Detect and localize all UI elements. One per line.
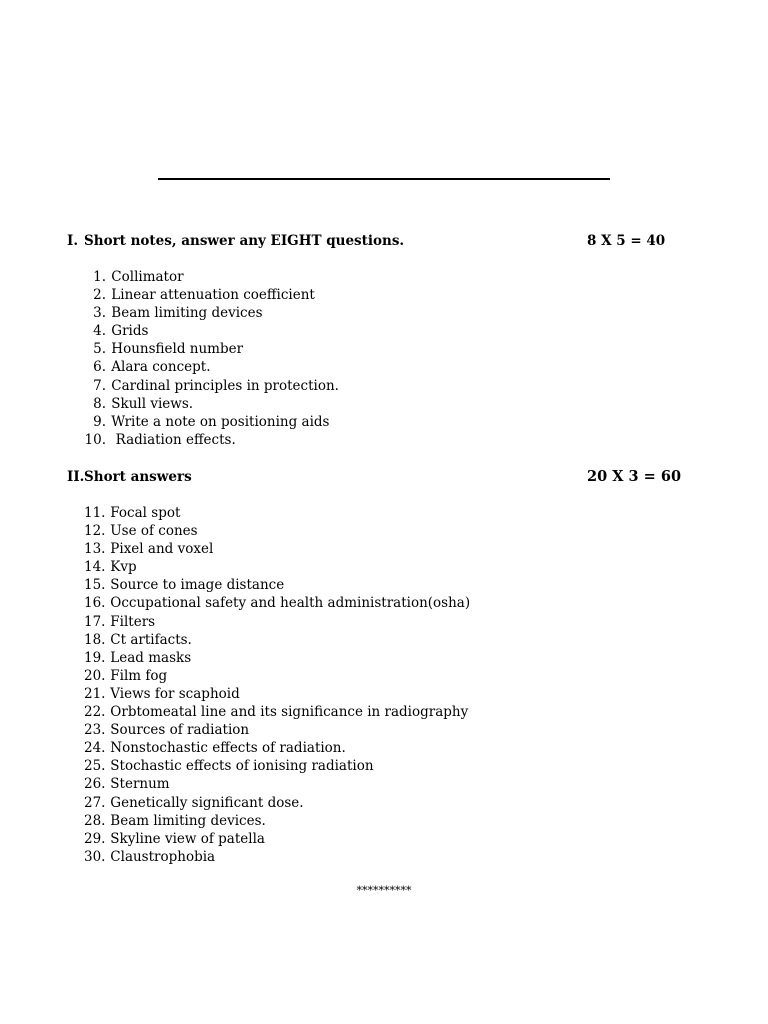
question-number: 21. (84, 685, 106, 702)
header-rule (158, 178, 610, 180)
question-item (84, 576, 470, 594)
question-item (84, 395, 339, 413)
question-item (84, 322, 339, 340)
question-number: 23. (84, 722, 106, 739)
question-item (84, 830, 470, 848)
question-item (84, 703, 470, 721)
question-item (84, 812, 470, 830)
question-text: Film fog (110, 667, 168, 684)
question-text: Hounsfield number (111, 341, 244, 358)
question-number: 25. (84, 758, 106, 775)
question-item (84, 340, 339, 358)
question-text: Focal spot (110, 505, 181, 521)
question-number: 4. (93, 323, 106, 340)
question-text: Nonstochastic effects of radiation. (110, 740, 346, 757)
question-number: 15. (84, 577, 106, 594)
question-item (84, 667, 470, 685)
question-number: 26. (84, 776, 106, 793)
question-text: Stochastic effects of ionising radiation (110, 758, 374, 775)
question-item (84, 358, 339, 376)
question-number: 11. (84, 505, 106, 521)
question-item (84, 613, 470, 631)
question-text: Skull views. (111, 395, 194, 412)
section-2-numeral: II. (67, 469, 85, 485)
question-number: 18. (84, 631, 106, 648)
question-number: 3. (93, 305, 106, 322)
question-number: 2. (93, 287, 106, 304)
question-number: 24. (84, 740, 106, 757)
question-text: Alara concept. (111, 359, 211, 376)
question-text: Beam limiting devices. (110, 812, 266, 829)
section-1-heading (67, 231, 667, 251)
question-text: Collimator (111, 269, 184, 285)
section-2-question-list (84, 504, 470, 866)
question-number: 17. (84, 613, 106, 630)
question-number: 30. (84, 848, 106, 865)
question-text: Radiation effects. (111, 431, 236, 448)
question-text: Filters (110, 613, 156, 630)
question-number: 5. (93, 341, 106, 358)
question-number: 9. (93, 413, 106, 430)
question-item (84, 268, 339, 286)
question-item (84, 304, 339, 322)
section-2-heading (67, 467, 682, 487)
question-text: Sources of radiation (110, 722, 250, 739)
question-number: 29. (84, 830, 106, 847)
question-text: Kvp (110, 559, 137, 576)
question-item (84, 685, 470, 703)
question-number: 27. (84, 794, 106, 811)
question-item (84, 522, 470, 540)
question-item (84, 794, 470, 812)
section-1-numeral: I. (67, 233, 79, 249)
question-text: Claustrophobia (110, 848, 216, 865)
question-item (84, 558, 470, 576)
question-text: Skyline view of patella (110, 830, 265, 847)
question-item (84, 649, 470, 667)
end-of-paper-mark: ********** (356, 884, 412, 897)
question-number: 1. (93, 269, 106, 285)
question-text: Write a note on positioning aids (111, 413, 330, 430)
question-item (84, 594, 470, 612)
question-text: Views for scaphoid (110, 685, 240, 702)
question-number: 6. (93, 359, 106, 376)
question-item (84, 377, 339, 395)
question-text: Pixel and voxel (110, 541, 214, 558)
question-text: Genetically significant dose. (110, 794, 304, 811)
question-number: 7. (93, 377, 106, 394)
question-number: 10. (84, 431, 106, 448)
section-2-title: Short answers (84, 469, 192, 485)
question-text: Linear attenuation coefficient (111, 287, 315, 304)
question-text: Grids (111, 323, 149, 340)
question-number: 16. (84, 595, 106, 612)
question-number: 19. (84, 649, 106, 666)
question-item (84, 721, 470, 739)
question-number: 20. (84, 667, 106, 684)
question-text: Beam limiting devices (111, 305, 263, 322)
question-text: Use of cones (110, 523, 198, 540)
question-item (84, 775, 470, 793)
section-1-title: Short notes, answer any EIGHT questions. (84, 233, 405, 249)
question-number: 22. (84, 704, 106, 721)
question-item (84, 504, 470, 522)
question-item (84, 848, 470, 866)
question-item (84, 431, 339, 449)
question-item (84, 739, 470, 757)
question-number: 28. (84, 812, 106, 829)
question-text: Source to image distance (110, 577, 285, 594)
question-item (84, 631, 470, 649)
question-text: Cardinal principles in protection. (111, 377, 339, 394)
section-2-marks: 20 X 3 = 60 (587, 468, 682, 485)
question-item (84, 757, 470, 775)
question-item (84, 286, 339, 304)
question-text: Sternum (110, 776, 170, 793)
question-text: Lead masks (110, 649, 192, 666)
section-1-marks: 8 X 5 = 40 (587, 233, 666, 249)
question-number: 14. (84, 559, 106, 576)
question-item (84, 413, 339, 431)
question-text: Ct artifacts. (110, 631, 192, 648)
question-number: 8. (93, 395, 106, 412)
question-text: Occupational safety and health administration(osha) (110, 595, 471, 612)
question-item (84, 540, 470, 558)
section-1-question-list (84, 268, 339, 449)
question-number: 12. (84, 523, 106, 540)
question-text: Orbtomeatal line and its significance in radiography (110, 704, 469, 721)
question-number: 13. (84, 541, 106, 558)
